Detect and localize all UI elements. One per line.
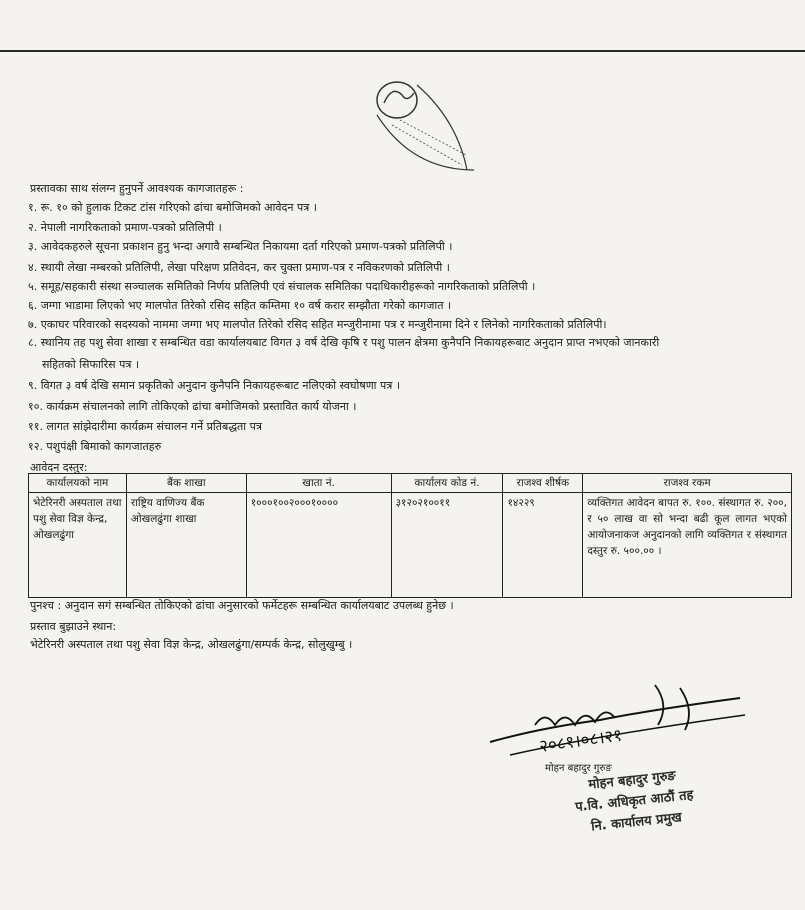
cell-account-no: १०००१००२०००१०००० xyxy=(246,493,391,598)
requirement-item: ६. जग्गा भाडामा लिएको भए मालपोत तिरेको रसिद सहित कम्तिमा १० वर्ष करार सम्झौता गरेको कागजात । xyxy=(28,299,452,312)
header-office-code: कार्यालय कोड नं. xyxy=(391,474,503,493)
office-seal-stamp xyxy=(362,75,482,185)
requirement-item: १०. कार्यक्रम संचालनको लागि तोकिएको ढांचा बमोजिमको प्रस्तावित कार्य योजना । xyxy=(28,400,357,413)
header-account-no: खाता नं. xyxy=(246,474,391,493)
seal-line: मोहन बहादुर गुरुङ xyxy=(587,768,677,793)
cell-revenue-amount: व्यक्तिगत आवेदन बापत रु. १००. संस्थागत रु. २००, र ५० लाख वा सो भन्दा बढी कूल लागत भएको आयोजनाकज अनुदानको लागि व्यक्तिगत र संस्थागत दस्तुर रु. ५००.०० । xyxy=(583,493,792,598)
handwritten-signature xyxy=(480,680,760,770)
cell-bank-branch: राष्ट्रिय वाणिज्य बैंक ओखलढुंगा शाखा xyxy=(126,493,246,598)
signatory-name: मोहन बहादुर गुरुङ xyxy=(545,763,612,774)
header-office-name: कार्यालयको नाम xyxy=(29,474,127,493)
requirement-item: ११. लागत सांझेदारीमा कार्यक्रम संचालन गर्ने प्रतिबद्धता पत्र xyxy=(28,420,262,433)
submission-place: भेटेरिनरी अस्पताल तथा पशु सेवा विज्ञ केन्द्र, ओखलढुंगा/सम्पर्क केन्द्र, सोलुखुम्बु । xyxy=(30,638,353,651)
header-bank-branch: बैंक शाखा xyxy=(126,474,246,493)
requirement-item: ३. आवेदकहरुले सूचना प्रकाशन हुनु भन्दा अगावै सम्बन्धित निकायमा दर्ता गरिएको प्रमाण-पत्रको प्रतिलिपी । xyxy=(28,240,453,253)
header-revenue-amount: राजश्व रकम xyxy=(583,474,792,493)
top-rule xyxy=(0,50,805,52)
designation-stamp xyxy=(572,764,697,839)
table-row xyxy=(29,493,792,598)
postscript-note: पुनश्च : अनुदान सगं सम्बन्धित तोकिएको ढांचा अनुसारको फर्मेटहरू सम्बन्धित कार्यालयबाट उपलब्ध हुनेछ । xyxy=(30,599,454,612)
requirement-item: ८. स्थानिय तह पशु सेवा शाखा र सम्बन्धित वडा कार्यालयबाट विगत ३ वर्ष देखि कृषि र पशु पालन क्षेत्रमा कुनैपनि निकायहरूबाट अनुदान प्राप्त नभएको जानकारी xyxy=(28,336,660,349)
fees-table-header-row xyxy=(29,474,792,493)
fees-table xyxy=(28,473,792,598)
seal-line: प.वि. अधिकृत आठौं तह xyxy=(574,787,695,816)
cell-office-name: भेटेरिनरी अस्पताल तथा पशु सेवा विज्ञ केन्द्र, ओखलढुंगा xyxy=(29,493,127,598)
requirement-item: २. नेपाली नागरिकताको प्रमाण-पत्रको प्रतिलिपी । xyxy=(28,221,222,234)
requirement-item: १. रू. १० को हुलाक टिकट टांस गरिएको ढांचा बमोजिमको आवेदन पत्र । xyxy=(28,201,317,214)
seal-line: नि. कार्यालय प्रमुख xyxy=(590,810,683,835)
header-revenue-head: राजश्व शीर्षक xyxy=(503,474,583,493)
requirement-item: ४. स्थायी लेखा नम्बरको प्रतिलिपी, लेखा परिक्षण प्रतिवेदन, कर चुक्ता प्रमाण-पत्र र नविकरणको प्रतिलिपी । xyxy=(28,261,450,274)
requirement-item: १२. पशुपंक्षी बिमाको कागजातहरु xyxy=(28,440,162,453)
signature-date: २०८१।०८।२१ xyxy=(537,725,624,757)
fees-label: आवेदन दस्तुर: xyxy=(30,461,88,474)
requirements-heading: प्रस्तावका साथ संलग्न हुनुपर्ने आवश्यक कागजातहरू : xyxy=(30,182,244,195)
cell-revenue-head: १४२२९ xyxy=(503,493,583,598)
requirement-item-continued: सहितको सिफारिस पत्र । xyxy=(42,358,140,371)
requirement-item: ५. समूह/सहकारी संस्था सञ्चालक समितिको निर्णय प्रतिलिपी एवं संचालक समितिका पदाधिकारीहरूको नागरिकताको प्रतिलिपी । xyxy=(28,280,536,293)
cell-office-code: ३१२०२१००११ xyxy=(391,493,503,598)
requirement-item: ७. एकाघर परिवारको सदस्यको नाममा जग्गा भए मालपोत तिरेको रसिद सहित मन्जुरीनामा पत्र र मन्जुरीनामा दिने र लिनेको नागरिकताको प्रतिलिपी। xyxy=(28,318,607,331)
submission-place-label: प्रस्ताव बुझाउने स्थान: xyxy=(30,620,117,633)
requirement-item: ९. विगत ३ वर्ष देखि समान प्रकृतिको अनुदान कुनैपनि निकायहरूबाट नलिएको स्वघोषणा पत्र । xyxy=(28,379,401,392)
